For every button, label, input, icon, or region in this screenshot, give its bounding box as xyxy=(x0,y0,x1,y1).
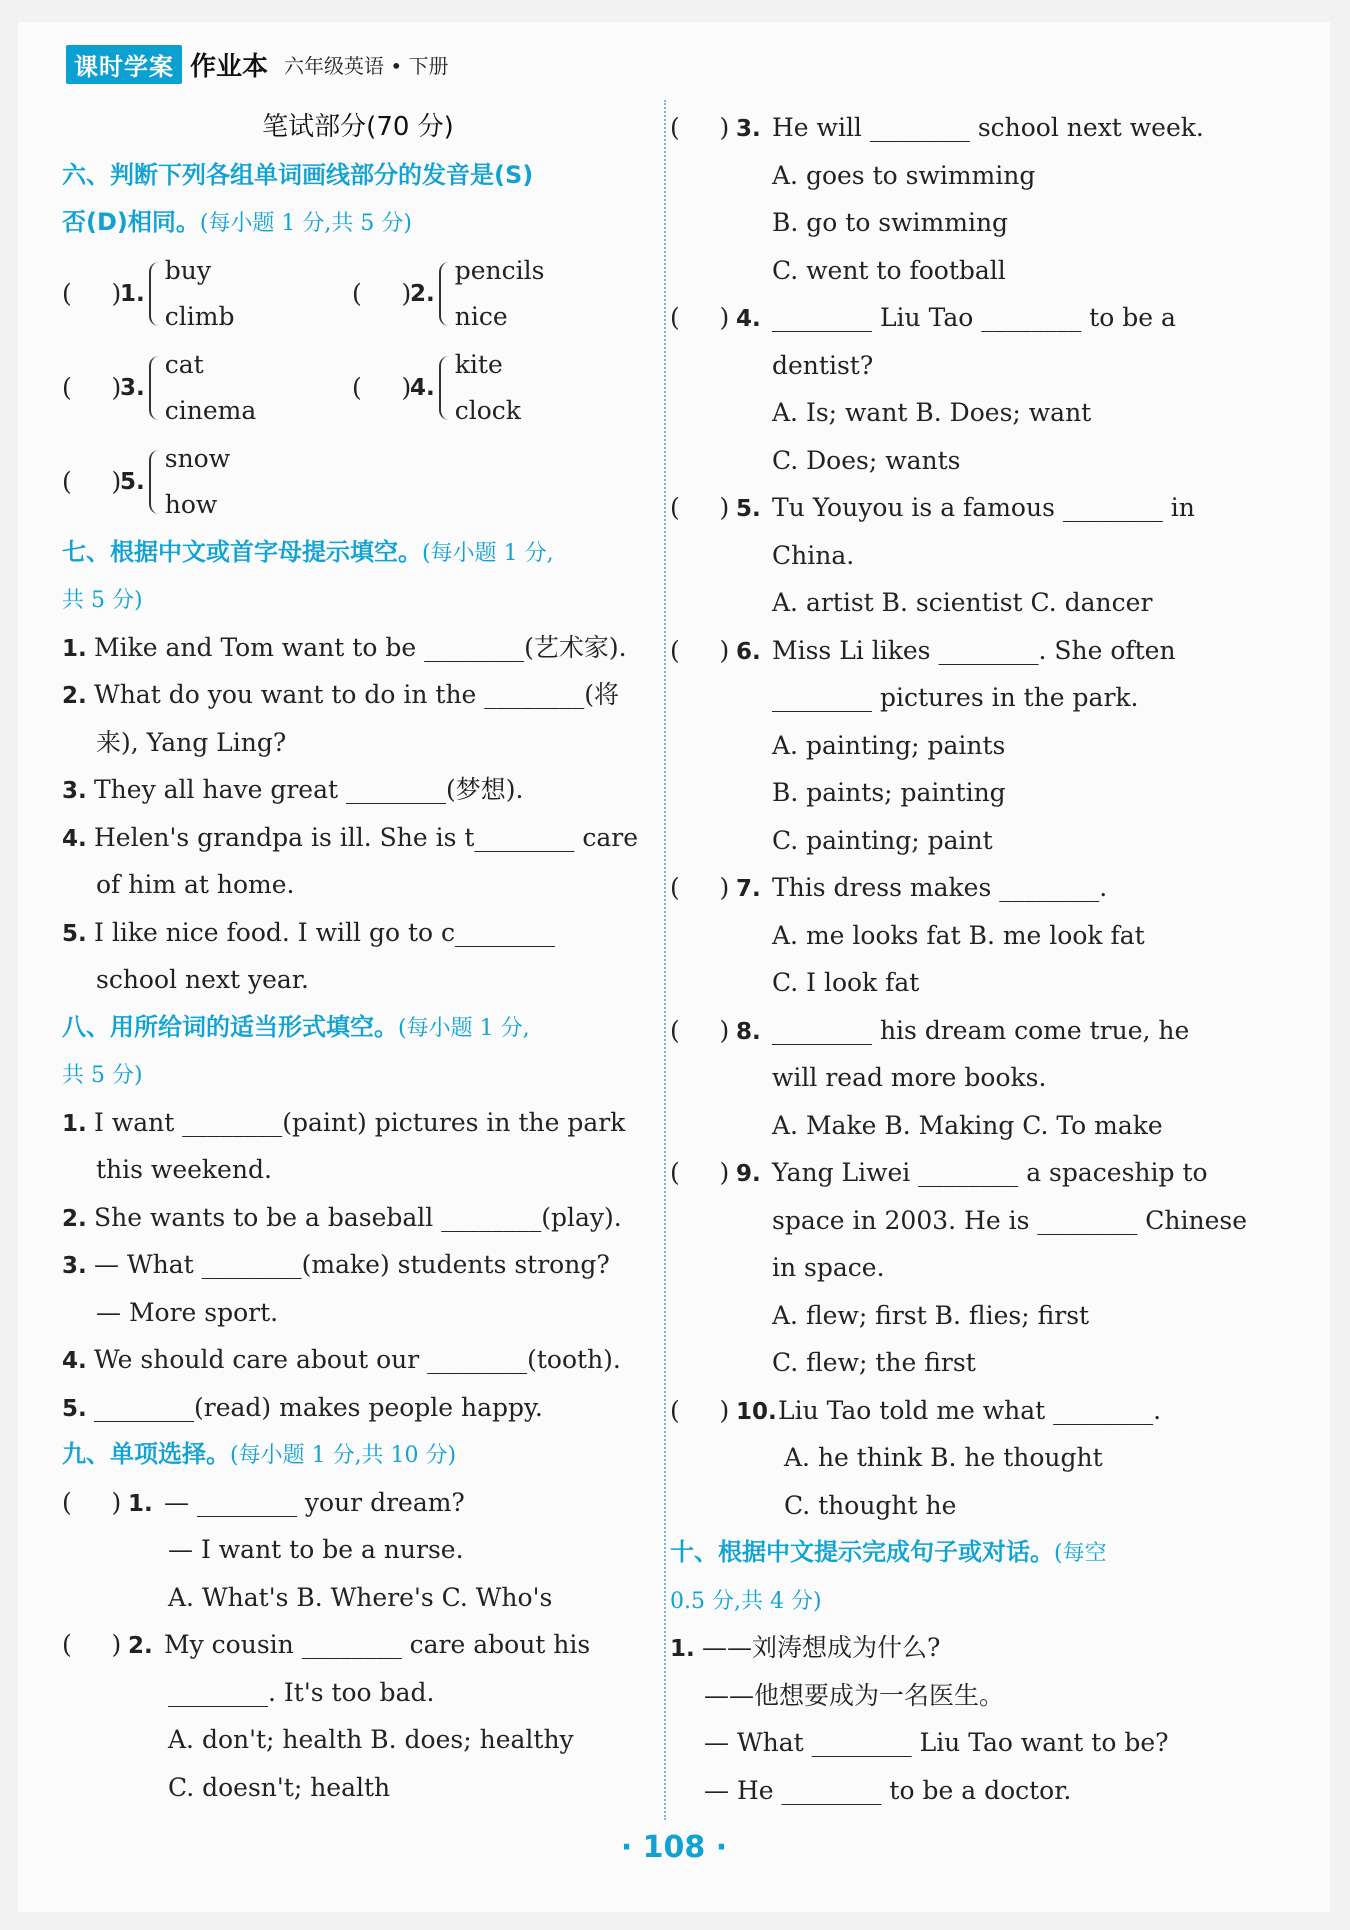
answer-options: A. painting; paints xyxy=(772,730,1006,760)
answer-paren[interactable]: ( ) xyxy=(670,1158,730,1187)
exercise-line xyxy=(62,1336,654,1384)
section-7-heading: 七、根据中文或首字母提示填空。(每小题 1 分, xyxy=(62,537,554,566)
exercise-line xyxy=(62,956,654,1004)
answer-options: B. paints; painting xyxy=(772,778,1006,807)
choice-line xyxy=(670,152,1272,200)
choice-line xyxy=(670,912,1272,960)
item-number: 1. xyxy=(62,1110,87,1137)
item-number: 2. xyxy=(62,1205,87,1232)
exercise-line xyxy=(62,1384,654,1432)
question-text: Miss Li likes ________. She often xyxy=(772,635,1176,665)
worksheet-page xyxy=(18,22,1330,1912)
choice-line xyxy=(670,199,1272,247)
phonics-item-1: ( ) 1. buy climb xyxy=(62,255,235,331)
choice-line xyxy=(670,817,1272,865)
section-6-heading: 六、判断下列各组单词画线部分的发音是(S) xyxy=(62,160,534,189)
question-text: He will ________ school next week. xyxy=(772,113,1204,142)
section-6-heading-cont: 否(D)相同。(每小题 1 分,共 5 分) xyxy=(62,208,412,236)
answer-options: A. goes to swimming xyxy=(772,160,1036,190)
item-text: — What ________(make) students strong? xyxy=(94,1250,610,1279)
question-text: My cousin ________ care about his xyxy=(164,1630,591,1659)
question-text-cont: space in 2003. He is ________ Chinese xyxy=(772,1205,1248,1235)
choice-line xyxy=(670,864,1272,912)
question-text: ________ Liu Tao ________ to be a xyxy=(772,303,1176,332)
choice-line xyxy=(62,1669,654,1717)
choice-line xyxy=(670,1054,1272,1102)
answer-options: C. went to football xyxy=(772,255,1006,285)
question-text-cont: in space. xyxy=(772,1253,885,1282)
item-number: 4. xyxy=(62,1348,87,1374)
brand-logo: 课时学案 xyxy=(66,45,182,84)
item-text: I want ________(paint) pictures in the park xyxy=(94,1107,626,1137)
question-text-cont: China. xyxy=(772,540,855,570)
exercise-line xyxy=(670,1624,1272,1672)
exercise-line xyxy=(62,1099,654,1147)
answer-options: ________. It's too bad. xyxy=(168,1677,435,1707)
item-text: school next year. xyxy=(96,965,309,994)
question-text-cont: ________ pictures in the park. xyxy=(772,683,1139,712)
item-text: Mike and Tom want to be ________(艺术家). xyxy=(94,632,627,662)
item-text: — More sport. xyxy=(96,1297,279,1327)
item-text: I like nice food. I will go to c________ xyxy=(94,917,555,947)
choice-line xyxy=(670,579,1272,627)
answer-paren[interactable]: ( ) xyxy=(62,1487,122,1517)
answer-options: — I want to be a nurse. xyxy=(168,1535,464,1564)
exercise-line xyxy=(62,719,654,767)
choice-line xyxy=(670,1244,1272,1292)
section-10-heading-cont: 0.5 分,共 4 分) xyxy=(670,1588,822,1614)
choice-line xyxy=(670,674,1272,722)
exercise-line xyxy=(62,1194,654,1242)
item-number: 1. xyxy=(62,635,87,662)
question-number: 9. xyxy=(736,1161,761,1187)
section-7-heading-cont: 共 5 分) xyxy=(62,588,143,613)
choice-line xyxy=(670,1434,1272,1482)
answer-options: C. doesn't; health xyxy=(168,1772,391,1802)
answer-options: A. flew; first B. flies; first xyxy=(772,1300,1090,1330)
answer-options: C. flew; the first xyxy=(772,1348,976,1377)
answer-options: A. artist B. scientist C. dancer xyxy=(772,588,1153,617)
section-8-heading: 八、用所给词的适当形式填空。(每小题 1 分, xyxy=(62,1012,530,1041)
exercise-line xyxy=(62,814,654,862)
choice-line xyxy=(670,959,1272,1007)
question-number: 4. xyxy=(736,306,761,332)
answer-paren[interactable]: ( ) xyxy=(670,873,730,902)
answer-paren[interactable]: ( ) xyxy=(670,113,730,142)
question-number: 10. xyxy=(736,1398,777,1425)
page-number: · 108 · xyxy=(620,1830,728,1865)
answer-options: A. don't; health B. does; healthy xyxy=(168,1725,574,1754)
answer-options: A. he think B. he thought xyxy=(784,1443,1103,1472)
choice-line xyxy=(670,1102,1272,1150)
answer-options: C. I look fat xyxy=(772,968,920,997)
exercise-line xyxy=(62,671,654,719)
question-text: ________ his dream come true, he xyxy=(772,1015,1190,1045)
question-text-cont: dentist? xyxy=(772,350,874,380)
item-text: She wants to be a baseball ________(play). xyxy=(94,1202,622,1232)
answer-options: C. thought he xyxy=(784,1490,957,1520)
exercise-line xyxy=(62,766,654,814)
exercise-line xyxy=(62,1241,654,1289)
exercise-line xyxy=(670,1672,1272,1720)
section-8-lines xyxy=(62,1099,654,1432)
item-number: 1. xyxy=(670,1636,695,1662)
answer-paren[interactable]: ( ) xyxy=(352,279,412,308)
phonics-row-3 xyxy=(62,435,654,529)
column-divider xyxy=(664,100,666,1820)
book-header xyxy=(66,42,449,86)
answer-paren[interactable]: ( ) xyxy=(670,635,730,665)
left-column xyxy=(62,104,654,1811)
item-text: of him at home. xyxy=(96,870,295,899)
choice-line xyxy=(670,1339,1272,1387)
choice-line xyxy=(670,1149,1272,1197)
question-number: 5. xyxy=(736,496,761,522)
item-number: 5. xyxy=(62,920,87,947)
choice-line xyxy=(670,769,1272,817)
item-text: They all have great ________(梦想). xyxy=(94,775,524,804)
choice-line xyxy=(670,1387,1272,1435)
answer-options: A. Make B. Making C. To make xyxy=(772,1110,1163,1140)
choice-line xyxy=(62,1764,654,1812)
item-text: 来), Yang Ling? xyxy=(96,727,287,757)
item-text: ——刘涛想成为什么? xyxy=(702,1633,941,1662)
question-number: 2. xyxy=(128,1633,153,1659)
choice-line xyxy=(670,532,1272,580)
choice-line xyxy=(670,722,1272,770)
section-10-heading: 十、根据中文提示完成句子或对话。(每空 xyxy=(670,1538,1107,1566)
question-text: Yang Liwei ________ a spaceship to xyxy=(772,1158,1208,1187)
choice-line xyxy=(670,484,1272,532)
phonics-item-2: ( ) 2. pencils nice xyxy=(352,255,545,331)
right-column xyxy=(670,104,1272,1814)
item-text: Helen's grandpa is ill. She is t________ care xyxy=(94,822,638,852)
section-9-heading: 九、单项选择。(每小题 1 分,共 10 分) xyxy=(62,1440,457,1468)
item-text: We should care about our ________(tooth). xyxy=(94,1345,621,1374)
item-number: 3. xyxy=(62,1253,87,1279)
answer-options: B. go to swimming xyxy=(772,208,1009,237)
item-text: ——他想要成为一名医生。 xyxy=(704,1680,1005,1710)
answer-paren[interactable]: ( ) xyxy=(670,493,730,522)
question-number: 8. xyxy=(736,1018,761,1045)
answer-paren[interactable]: ( ) xyxy=(670,1015,730,1045)
answer-options: A. Is; want B. Does; want xyxy=(772,398,1092,427)
answer-paren[interactable]: ( ) xyxy=(670,1395,730,1425)
answer-paren[interactable]: ( ) xyxy=(62,373,122,402)
choice-line xyxy=(670,437,1272,485)
exercise-line xyxy=(670,1767,1272,1815)
question-text-cont: will read more books. xyxy=(772,1063,1047,1092)
exercise-line xyxy=(62,1146,654,1194)
item-text: — He ________ to be a doctor. xyxy=(704,1775,1072,1805)
choice-line xyxy=(62,1526,654,1574)
exercise-line xyxy=(62,624,654,672)
choice-line xyxy=(62,1574,654,1622)
phonics-item-3: ( ) 3. cat cinema xyxy=(62,349,257,425)
question-text: This dress makes ________. xyxy=(772,873,1108,902)
choice-line xyxy=(670,247,1272,295)
book-subtitle: 六年级英语 • 下册 xyxy=(284,53,449,78)
item-number: 2. xyxy=(62,683,87,709)
answer-paren[interactable]: ( ) xyxy=(62,467,122,496)
choice-line xyxy=(670,342,1272,390)
question-number: 7. xyxy=(736,876,761,902)
exercise-line xyxy=(670,1719,1272,1767)
exercise-line xyxy=(62,909,654,957)
answer-options: C. painting; paint xyxy=(772,825,993,855)
item-text: — What ________ Liu Tao want to be? xyxy=(704,1728,1169,1757)
section-9-lines-cont xyxy=(670,104,1272,1529)
section-8-heading-cont: 共 5 分) xyxy=(62,1063,143,1088)
choice-line xyxy=(670,627,1272,675)
choice-line xyxy=(670,104,1272,152)
book-title: 作业本 xyxy=(190,51,269,82)
section-10-lines xyxy=(670,1624,1272,1814)
answer-options: A. me looks fat B. me look fat xyxy=(772,920,1145,950)
phonics-row-1 xyxy=(62,247,654,341)
phonics-row-2 xyxy=(62,341,654,435)
exercise-line xyxy=(62,861,654,909)
item-number: 4. xyxy=(62,825,87,852)
exercise-line xyxy=(62,1289,654,1337)
item-text: this weekend. xyxy=(96,1155,272,1184)
section-title: 笔试部分(70 分) xyxy=(262,112,454,142)
question-number: 1. xyxy=(128,1490,153,1517)
choice-line xyxy=(62,1716,654,1764)
section-9-lines xyxy=(62,1479,654,1812)
answer-paren[interactable]: ( ) xyxy=(670,303,730,332)
item-text: ________(read) makes people happy. xyxy=(94,1392,543,1422)
question-text: Tu Youyou is a famous ________ in xyxy=(772,493,1195,522)
answer-paren[interactable]: ( ) xyxy=(352,373,412,402)
item-number: 3. xyxy=(62,778,87,804)
choice-line xyxy=(670,294,1272,342)
question-number: 3. xyxy=(736,116,761,142)
answer-paren[interactable]: ( ) xyxy=(62,279,122,308)
item-text: What do you want to do in the ________(将 xyxy=(94,680,620,709)
question-text: Liu Tao told me what ________. xyxy=(778,1395,1162,1425)
item-number: 5. xyxy=(62,1395,87,1422)
choice-line xyxy=(670,1007,1272,1055)
choice-line xyxy=(670,1292,1272,1340)
phonics-item-4: ( ) 4. kite clock xyxy=(352,349,521,425)
choice-line xyxy=(62,1479,654,1527)
question-number: 6. xyxy=(736,638,761,665)
answer-paren[interactable]: ( ) xyxy=(62,1630,122,1659)
answer-options: C. Does; wants xyxy=(772,445,961,475)
phonics-item-5: ( ) 5. snow how xyxy=(62,443,231,519)
answer-options: A. What's B. Where's C. Who's xyxy=(168,1582,553,1612)
choice-line xyxy=(670,389,1272,437)
choice-line xyxy=(670,1482,1272,1530)
choice-line xyxy=(62,1621,654,1669)
choice-line xyxy=(670,1197,1272,1245)
section-7-lines xyxy=(62,624,654,1004)
question-text: — ________ your dream? xyxy=(164,1487,465,1517)
